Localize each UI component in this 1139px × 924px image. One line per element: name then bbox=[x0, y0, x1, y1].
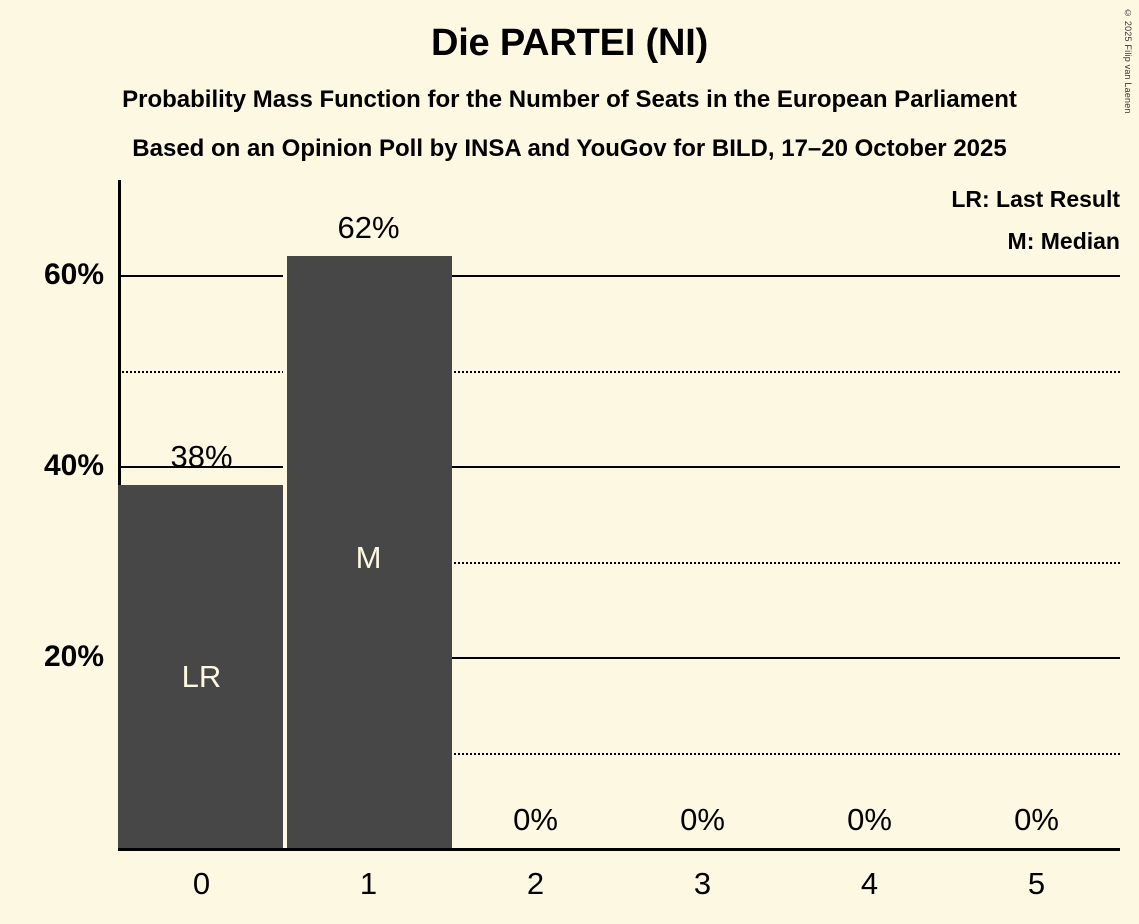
chart-subtitle-primary: Probability Mass Function for the Number of Seats in the European Parliament bbox=[122, 86, 1017, 113]
bar-value-label: 0% bbox=[1014, 802, 1059, 837]
y-axis-tick-label: 40% bbox=[43, 449, 104, 483]
x-axis bbox=[118, 848, 1120, 851]
y-axis-tick-label: 20% bbox=[43, 640, 104, 674]
bar-value-label: 0% bbox=[680, 802, 725, 837]
legend-median: M: Median bbox=[1007, 228, 1120, 254]
bar-value-label: 38% bbox=[170, 439, 233, 475]
x-axis-tick-label: 5 bbox=[1027, 866, 1046, 901]
bar-value-label: 0% bbox=[513, 802, 558, 837]
x-axis-tick-label: 1 bbox=[359, 866, 378, 901]
bar-marker-label: LR bbox=[181, 659, 222, 695]
x-axis-tick-label: 4 bbox=[860, 866, 879, 901]
legend-last-result: LR: Last Result bbox=[951, 186, 1120, 212]
bar-value-label: 0% bbox=[847, 802, 892, 837]
bar-value-label: 62% bbox=[337, 210, 400, 246]
bar-marker-label: M bbox=[355, 540, 382, 576]
x-axis-tick-label: 0 bbox=[192, 866, 211, 901]
chart-title: Die PARTEI (NI) bbox=[430, 22, 709, 64]
x-axis-tick-label: 3 bbox=[693, 866, 712, 901]
copyright-notice: © 2025 Filip van Laenen bbox=[1123, 8, 1133, 114]
chart-subtitle-source: Based on an Opinion Poll by INSA and YouGov for BILD, 17–20 October 2025 bbox=[132, 135, 1007, 162]
gridline-minor bbox=[118, 371, 1120, 373]
bar-separator bbox=[283, 256, 287, 848]
x-axis-tick-label: 2 bbox=[526, 866, 545, 901]
plot-area bbox=[118, 180, 1120, 848]
gridline-major bbox=[118, 275, 1120, 277]
y-axis-tick-label: 60% bbox=[43, 258, 104, 292]
